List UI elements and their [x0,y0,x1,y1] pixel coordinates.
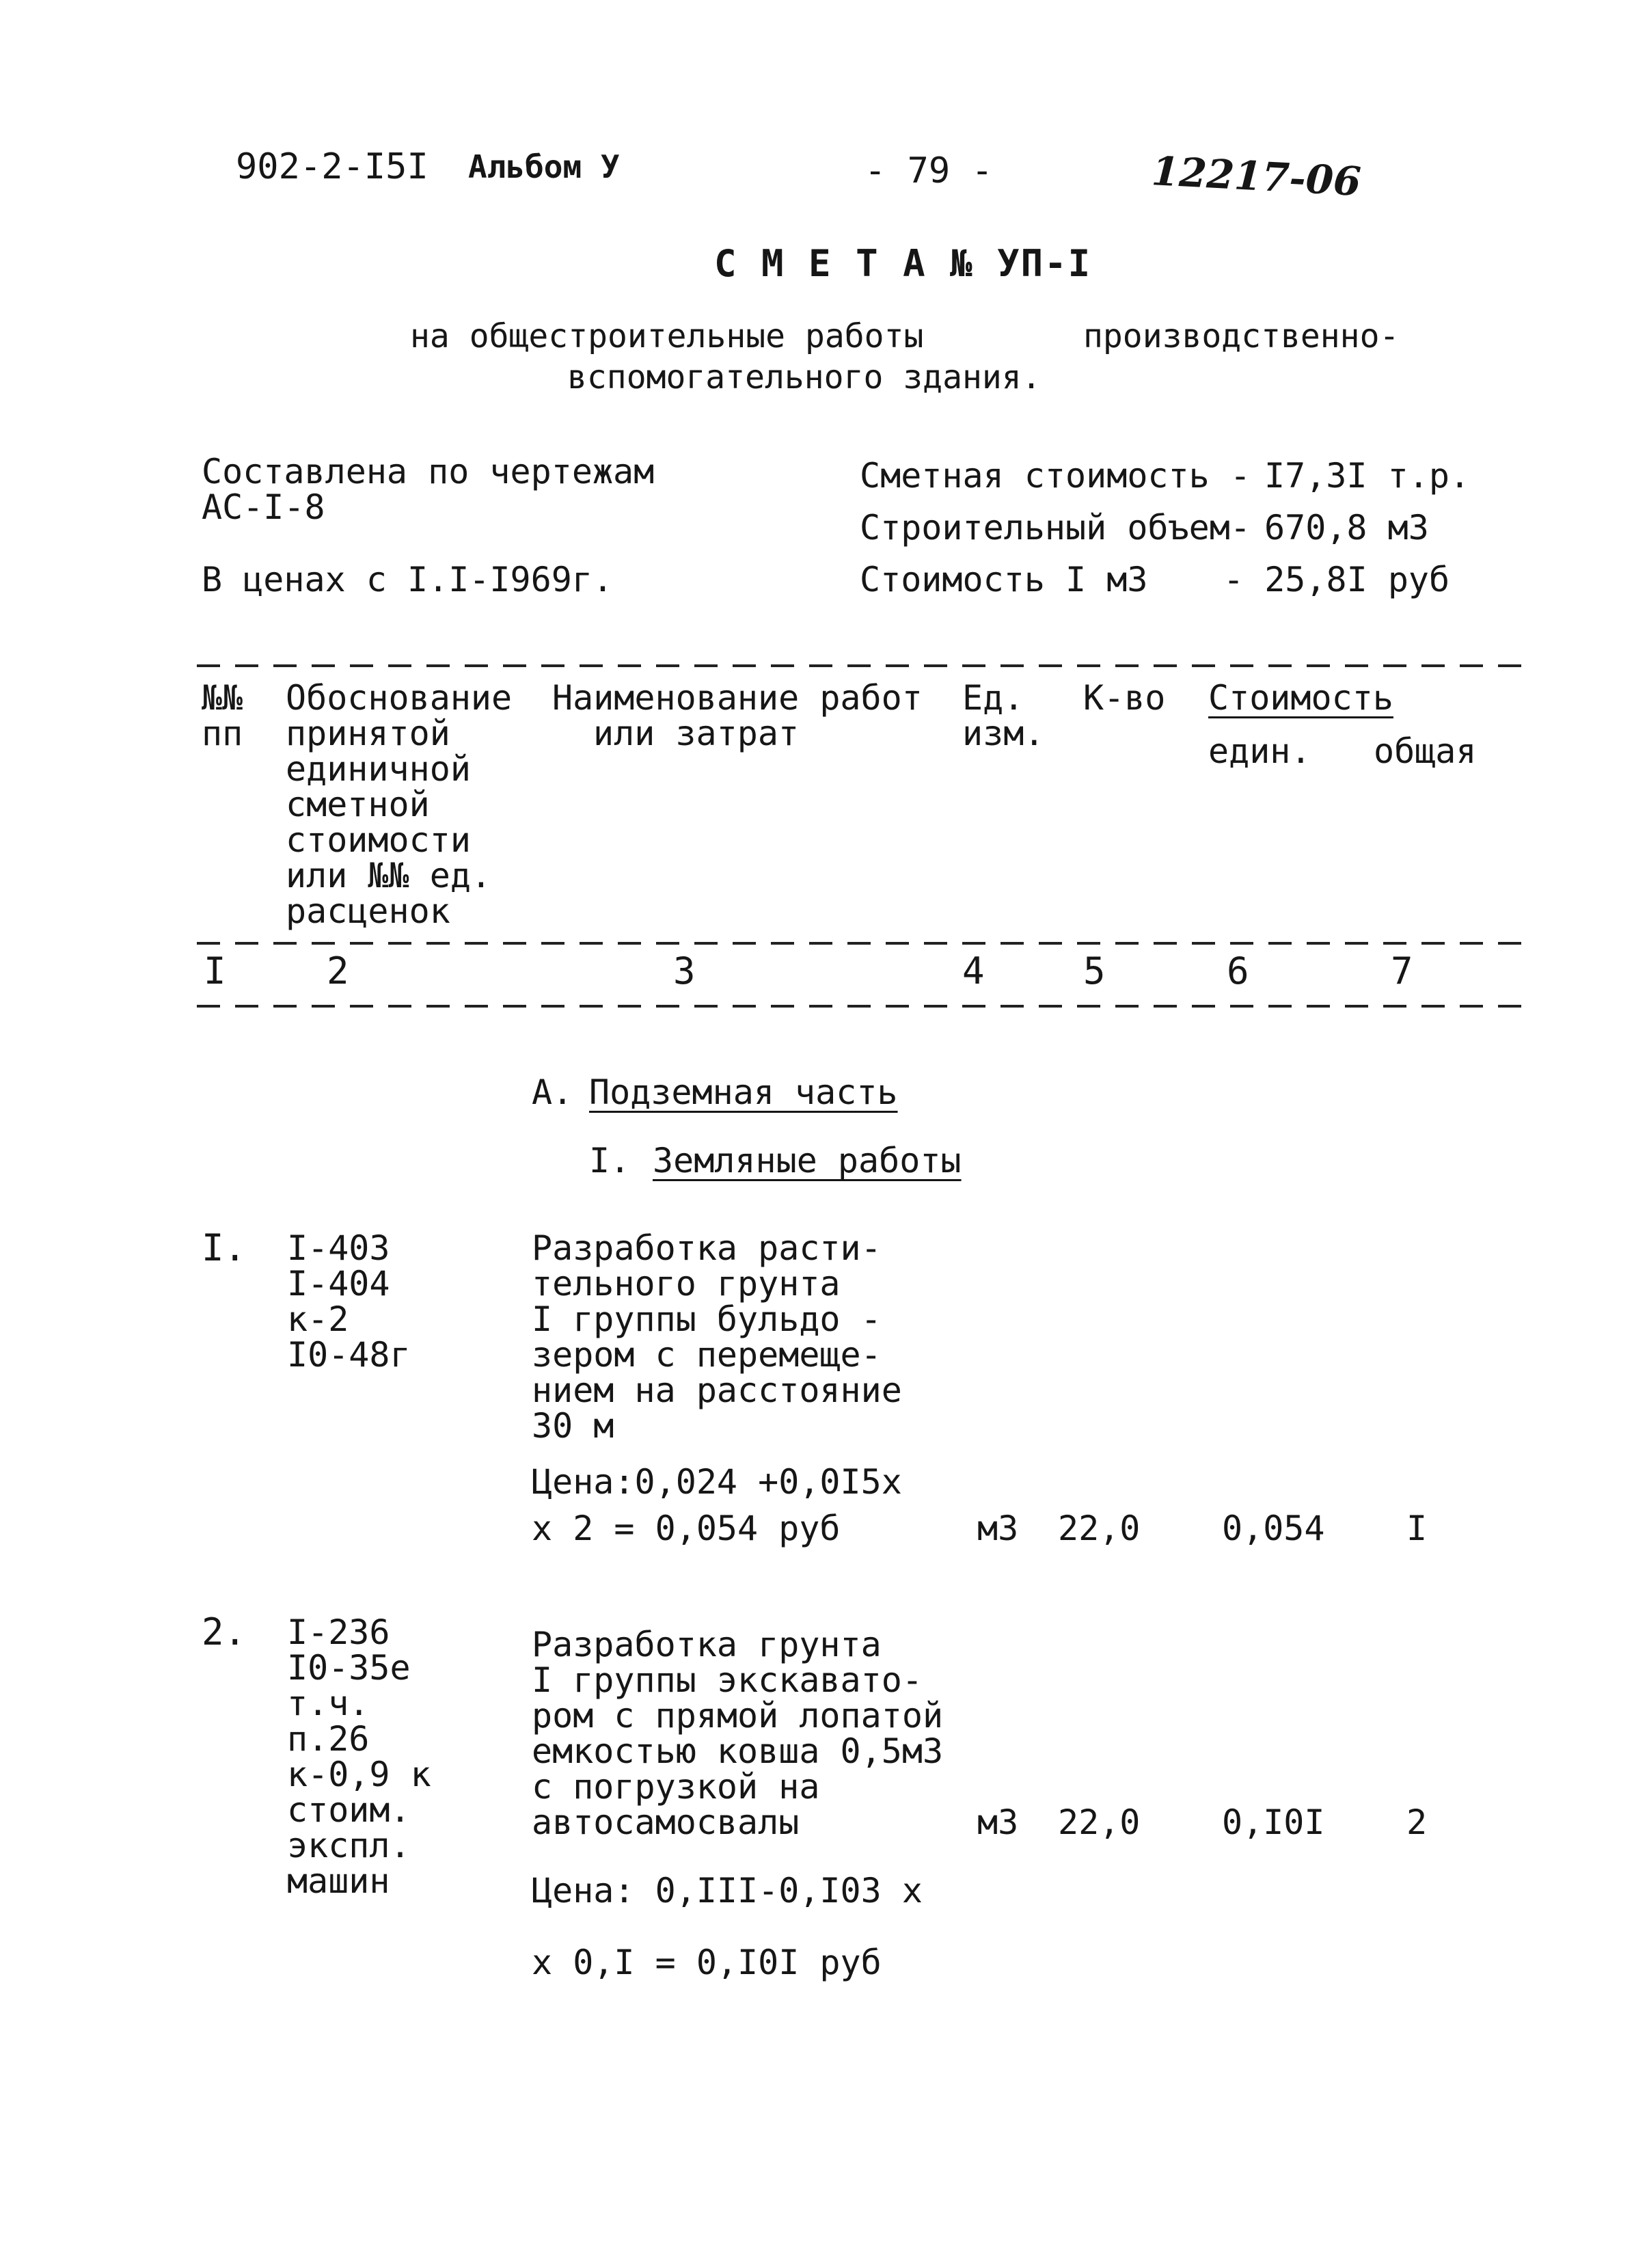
row1-basis: I-403 I-404 к-2 I0-48г [287,1228,411,1375]
row1-unit-cost: 0,054 [1222,1509,1325,1548]
row2-basis: I-236 I0-35е т.ч. п.26 к-0,9 к стоим. экспл. машин [287,1612,431,1901]
row1-price-line2: х 2 = 0,054 руб [532,1509,841,1548]
row1-unit: м3 [977,1509,1019,1548]
estimated-cost-label: Сметная стоимость - [860,456,1251,496]
table-top-rule [197,664,1529,667]
header-col5: К-во [1083,678,1166,718]
document-code: 902-2-I5I [236,146,428,187]
cost-per-m3-value: - 25,8I руб [1223,560,1450,599]
row1-qty: 22,0 [1058,1509,1141,1548]
header-col3: Наименование работ или затрат [552,678,923,753]
col-number-7: 7 [1391,949,1413,993]
row1-description: Разработка расти- тельного грунта I группы бульдо - зером с перемеще- нием на расстояние 30 м [532,1228,902,1446]
header-col6: един. [1208,731,1311,771]
header-col4: Ед. изм. [962,678,1045,753]
column-numbers-bottom-rule [197,1005,1529,1008]
col-number-2: 2 [327,949,349,993]
col-number-1: I [204,949,226,993]
row2-unit: м3 [977,1803,1019,1842]
header-col7: общая [1374,731,1477,771]
col-number-6: 6 [1227,949,1249,993]
header-bottom-rule [197,942,1529,945]
row1-total: I [1406,1509,1428,1548]
subsection-prefix: I. [589,1141,631,1180]
estimate-title: С М Е Т А № УП-I [714,242,1092,285]
col-number-3: 3 [673,949,696,993]
header-cost-group: Стоимость [1208,678,1393,718]
building-volume-value: 670,8 м3 [1264,508,1429,548]
col-number-5: 5 [1083,949,1106,993]
handwritten-number: 12217-06 [1150,148,1363,205]
subsection-heading: Земляные работы [653,1141,962,1180]
compiled-by-line2: АС-I-8 [202,487,325,527]
building-volume-label: Строительный объем- [860,508,1251,548]
page-number: - 79 - [865,150,993,191]
row2-price-line1: Цена: 0,III-0,I03 х [532,1871,923,1911]
row2-unit-cost: 0,I0I [1222,1803,1325,1842]
col-number-4: 4 [962,949,985,993]
row2-total: 2 [1406,1803,1428,1842]
part-heading: Подземная часть [589,1072,898,1112]
row2-description: Разработка грунта I группы экскавато- ром с прямой лопатой емкостью ковша 0,5м3 с погрузкой на автосамосвалы [532,1625,944,1842]
header-col2: Обоснование принятой единичной сметной стоимости или №№ ед. расценок [286,678,513,931]
estimated-cost-value: I7,3I т.р. [1264,456,1471,496]
cost-per-m3-label: Стоимость I м3 [860,560,1148,599]
part-prefix: А. [532,1072,573,1112]
title-line1-left: на общестроительные работы [410,317,924,355]
prices-as-of: В ценах с I.I-I969г. [202,560,614,599]
header-col1: №№ пп [202,678,243,753]
row1-number: I. [202,1226,247,1269]
row1-price-line1: Цена:0,024 +0,0I5х [532,1462,902,1502]
compiled-by-line1: Составлена по чертежам [202,452,655,491]
row2-price-line2: х 0,I = 0,I0I руб [532,1943,882,1982]
album-label: Альбом У [468,148,620,185]
title-line1-right: производственно- [1083,317,1400,355]
row2-number: 2. [202,1610,247,1653]
row2-qty: 22,0 [1058,1803,1141,1842]
title-line2: вспомогательного здания. [567,358,1042,396]
